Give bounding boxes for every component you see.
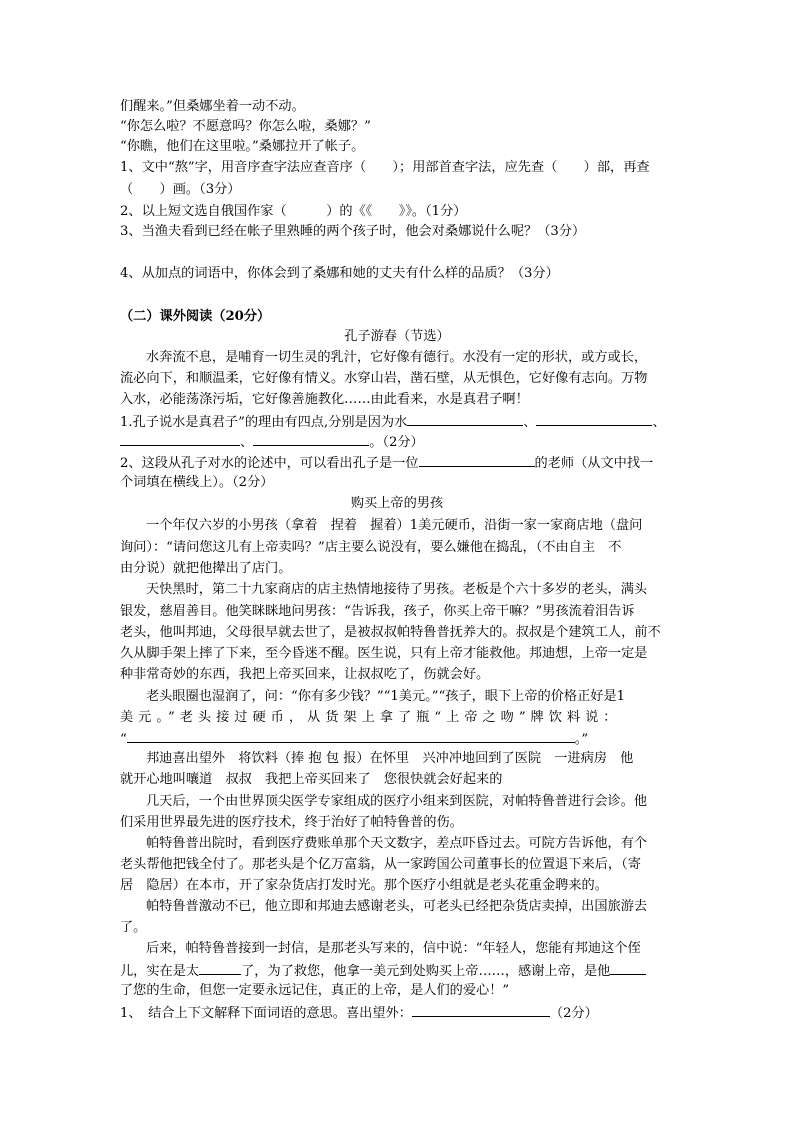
paragraph: 就开心地叫嚷道 叔叔 我把上帝买回来了 您很快就会好起来的 [120, 772, 503, 787]
paragraph: 居 隐居）在本市，开了家杂货店打发时光。那个医疗小组就是老头花重金聘来的。 [120, 878, 608, 893]
question-3: 3、当渔夫看到已经在帐子里熟睡的两个孩子时，他会对桑娜说什么呢？（3分） [120, 224, 586, 239]
answer-blank[interactable] [120, 431, 240, 446]
paragraph: 们采用世界最先进的医疗技术，终于治好了帕特鲁普的伤。 [120, 815, 463, 830]
paragraph: 老头帮他把钱全付了。那老头是个亿万富翁，从一家跨国公司董事长的位置退下来后，（寄 [120, 857, 641, 872]
article-title: 孔子游春（节选） [344, 329, 450, 344]
paragraph: 邦迪喜出望外 将饮料（捧 抱 包 报）在怀里 兴冲冲地回到了医院 一进病房 他 [146, 751, 634, 766]
answer-blank[interactable] [610, 960, 646, 975]
article-title: 购买上帝的男孩 [350, 496, 444, 511]
paragraph: 后来，帕特鲁普接到一封信，是那老头写来的，信中说：“年轻人，您能有邦迪这个侄 [146, 941, 641, 956]
paragraph: 入水，必能荡涤污垢，它好像善施教化……由此看来，水是真君子啊！ [120, 392, 529, 407]
answer-blank[interactable] [536, 411, 652, 426]
paragraph: 了您的生命，但您一定要永远记住，真正的上帝，是人们的爱心！” [120, 983, 510, 998]
answer-blank[interactable] [412, 1002, 550, 1017]
text-line: 们醒来。”但桑娜坐着一动不动。 [120, 99, 305, 114]
paragraph: 老头眼圈也湿润了，问：“你有多少钱？”“1美元。”“孩子，眼下上帝的价格正好是1 [146, 689, 626, 704]
paragraph: 了。 [120, 920, 147, 935]
paragraph: 一个年仅六岁的小男孩（拿着 捏着 握着）1美元硬币，沿街一家一家商店地（盘问 [146, 518, 643, 533]
paragraph: 水奔流不息，是哺育一切生灵的乳汁，它好像有德行。水没有一定的形状，或方或长， [146, 350, 648, 365]
paragraph: 流必向下，和顺温柔，它好像有情义。水穿山岩，凿石壁，从无惧色，它好像有志向。万物 [120, 371, 648, 386]
paragraph: 银发，慈眉善目。他笑眯眯地问男孩：“告诉我，孩子，你买上帝干嘛？”男孩流着泪告诉 [120, 604, 635, 619]
text-line: “你瞧，他们在这里啦。”桑娜拉开了帐子。 [120, 139, 365, 154]
question-k2: 2、这段从孔子对水的论述中，可以看出孔子是一位 的老师（从文中找一 [0, 452, 794, 474]
paragraph: 儿，实在是太 了，为了救您，他拿一美元到处购买上帝……，感谢上帝，是他 [0, 960, 794, 982]
question-k2-cont: 个词填在横线上）。（2分） [120, 475, 274, 490]
question-k1-cont: 、 。（2分） [0, 431, 794, 453]
paragraph: 美元。”老头接过硬币，从货架上拿了瓶“上帝之吻”牌饮料说： [120, 710, 622, 725]
answer-blank[interactable] [199, 960, 241, 975]
paragraph: 帕特鲁普激动不已，他立即和邦迪去感谢老头，可老头已经把杂货店卖掉，出国旅游去 [146, 899, 648, 914]
answer-blank[interactable] [253, 431, 369, 446]
paragraph: 帕特鲁普出院时，看到医疗费账单那个天文数字，差点吓昏过去。可院方告诉他，有个 [146, 836, 648, 851]
paragraph: 老头，他叫邦迪，父母很早就去世了，是被叔叔帕特鲁普抚养大的。叔叔是个建筑工人，前不 [120, 625, 661, 640]
question-4: 4、从加点的词语中，你体会到了桑娜和她的丈夫有什么样的品质？（3分） [120, 266, 559, 281]
question-1: 1、文中“熬”字，用音序查字法应查音序（ ）；用部首查字法，应先查（ ）部，再查 [120, 160, 650, 175]
question-e1: 1、 结合上下文解释下面词语的意思。喜出望外： （2分） [0, 1002, 794, 1024]
answer-blank[interactable] [127, 728, 575, 743]
answer-blank[interactable] [407, 411, 523, 426]
paragraph: “ 。” [0, 728, 794, 750]
paragraph: 天快黑时，第二十九家商店的店主热情地接待了男孩。老板是个六十多岁的老头，满头 [146, 582, 648, 597]
question-k1: 1.孔子说水是真君子”的理由有四点,分别是因为水 、 、 [0, 411, 794, 433]
paragraph: 由分说）就把他撵出了店门。 [120, 561, 292, 576]
section-heading: （二）课外阅读（20分） [120, 309, 271, 324]
answer-blank[interactable] [419, 452, 535, 467]
paragraph: 询问）：“请问您这儿有上帝卖吗？”店主要么说没有，要么嫌他在捣乱，（不由自主 不 [120, 540, 622, 555]
paragraph: 几天后，一个由世界顶尖医学专家组成的医疗小组来到医院，对帕特鲁普进行会诊。他 [146, 794, 648, 809]
paragraph: 久从脚手架上摔了下来，至今昏迷不醒。医生说，只有上帝才能救他。邦迪想，上帝一定是 [120, 646, 648, 661]
question-2: 2、以上短文选自俄国作家（ ）的《《 》》。（1分） [120, 204, 467, 219]
paragraph: 种非常奇妙的东西，我把上帝买回来，让叔叔吃了，伤就会好。 [120, 667, 490, 682]
question-1-cont: （ ）画。（3分） [120, 182, 241, 197]
text-line: “你怎么啦？不愿意吗？你怎么啦，桑娜？” [120, 119, 371, 134]
